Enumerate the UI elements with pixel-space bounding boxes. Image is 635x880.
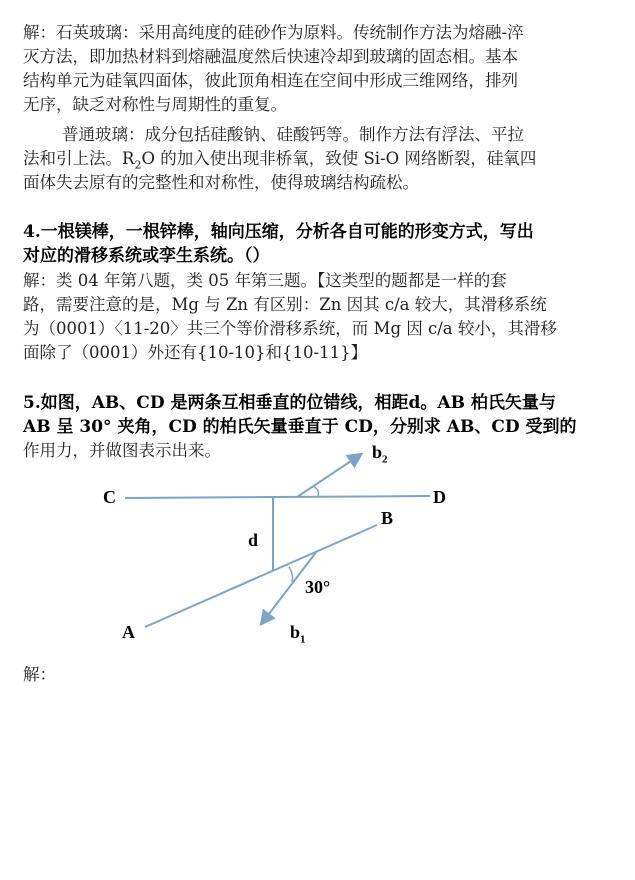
para1-line: 灭方法，即加热材料到熔融温度然后快速冷却到玻璃的固态相。基本 [23, 47, 518, 66]
label-b: B [381, 508, 394, 528]
label-a: A [122, 622, 135, 642]
subscript: 2 [382, 453, 388, 466]
angle-arc [289, 567, 293, 582]
para2-line: 面体失去原有的完整性和对称性，使得玻璃结构疏松。 [23, 173, 419, 192]
q4-answer-line: 解：类 04 年第八题，类 05 年第三题。【这类型的题都是一样的套 [23, 271, 507, 290]
q4-answer-line: 路，需要注意的是，Mg 与 Zn 有区别：Zn 因其 c/a 较大，其滑移系统 [23, 295, 547, 314]
subscript: 1 [300, 633, 306, 646]
q4-answer-line: 为（0001）〈11-20〉共三个等价滑移系统，而 Mg 因 c/a 较小，其滑移 [23, 319, 557, 338]
label-d: D [433, 487, 446, 507]
q5-answer-label: 解： [23, 665, 56, 684]
burgers-vector-b2 [297, 455, 360, 497]
q5-title-line: 作用力，并做图表示出来。 [23, 441, 221, 460]
text: b [372, 442, 383, 462]
label-b2 [372, 442, 388, 466]
para1-line: 解：石英玻璃：采用高纯度的硅砂作为原料。传统制作方法为熔融-淬 [23, 23, 524, 42]
q4-title-line: 4.一根镁棒，一根锌棒，轴向压缩，分析各自可能的形变方式，写出 [23, 222, 534, 242]
line-ab [145, 525, 377, 627]
para1-line: 无序，缺乏对称性与周期性的重复。 [23, 95, 287, 114]
subscript: 2 [134, 158, 142, 172]
text: O 的加入使出现非桥氧，致使 Si-O 网络断裂，硅氧四 [141, 149, 537, 168]
q4-answer-line: 面除了（0001）外还有{10-10}和{10-11}】 [23, 343, 368, 362]
line-cd [125, 496, 430, 498]
label-angle: 30° [305, 577, 331, 597]
right-angle-mark [314, 487, 319, 496]
label-b1 [290, 622, 306, 646]
text: 法和引上法。R [23, 149, 135, 168]
q5-title-line: 5.如图，AB、CD 是两条互相垂直的位错线，相距d。AB 柏氏矢量与 [23, 393, 556, 413]
q4-title-line: 对应的滑移系统或孪生系统。（） [23, 246, 270, 266]
para1-line: 结构单元为硅氧四面体，彼此顶角相连在空间中形成三维网络，排列 [23, 71, 518, 90]
label-distance: d [248, 530, 259, 550]
para2-line: 普通玻璃：成分包括硅酸钠、硅酸钙等。制作方法有浮法、平拉 [62, 125, 524, 144]
q5-title-line: AB 呈 30° 夹角，CD 的柏氏矢量垂直于 CD，分别求 AB、CD 受到的 [23, 417, 577, 437]
label-c: C [103, 487, 116, 507]
text: b [290, 622, 301, 642]
